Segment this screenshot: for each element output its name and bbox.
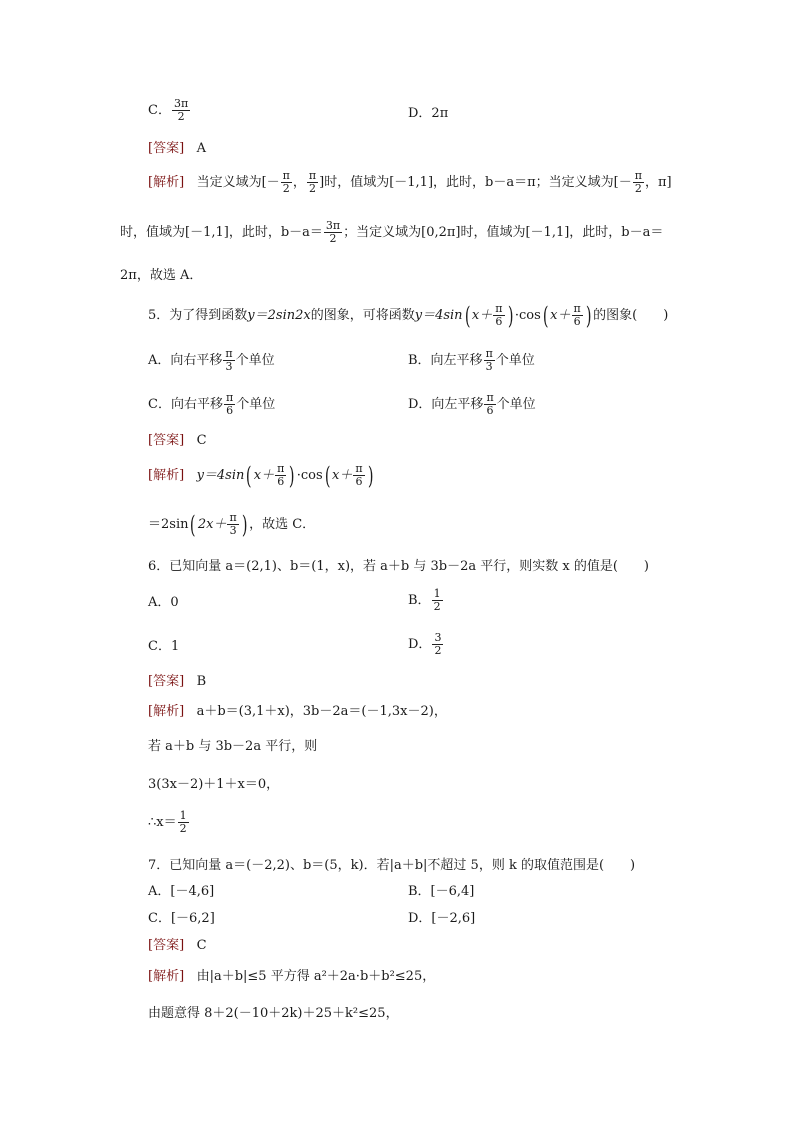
q6-option-b: B． $\frac{1}{2}$ [408,587,441,613]
q5-analysis-line-1: [解析] y＝4sin( x＋ $\frac{\pi}{6}$ ) ·cos( x＋ $\frac{\pi}{6}$ ) [148,461,374,490]
q6-answer: [答案] B [148,674,207,689]
q5-option-d: D．向左平移 $\frac{\pi}{6}$ 个单位 [408,391,536,417]
q6-analysis-line-4: ∴x＝ $\frac{1}{2}$ [148,809,187,835]
q6-option-d: D． $\frac{3}{2}$ [408,631,442,657]
q7-option-a: A．[－4,6] [148,884,215,899]
q6-analysis-line-3: 3(3x－2)＋1＋x＝0， [148,777,280,792]
q7-option-c: C．[－6,2] [148,911,215,926]
q5-answer: [答案] C [148,433,207,448]
q5-stem: 5．为了得到函数y＝2sin2x的图象，可将函数y＝4sin( x＋ $\frac{\pi}{6}$ ) ·cos( x＋ $\frac{\pi}{6}$ ) 的图象( ) [148,301,669,330]
q6-option-c: C．1 [148,639,180,654]
q6-analysis-line-1: [解析] a＋b＝(3,1＋x)，3b－2a＝(－1,3x－2)， [148,704,447,719]
q6-stem: 6．已知向量 a＝(2,1)、b＝(1，x)，若 a＋b 与 3b－2a 平行，则实数 x 的值是( ) [148,559,649,574]
q5-option-a: A．向右平移 $\frac{\pi}{3}$ 个单位 [148,347,275,373]
q6-analysis-line-2: 若 a＋b 与 3b－2a 平行，则 [148,739,318,754]
q6-option-a: A．0 [148,595,179,610]
q7-analysis-line-2: 由题意得 8＋2(－10＋2k)＋25＋k²≤25， [148,1006,399,1021]
q7-answer: [答案] C [148,938,207,953]
q4-answer: [答案] A [148,141,206,156]
q4-analysis-line-2: 时，值域为[－1,1]，此时，b－a＝ $\frac{3\pi}{2}$ ；当定义域为[0,2π]时，值域为[－1,1]，此时，b－a＝ [120,219,664,245]
q7-option-b: B．[－6,4] [408,884,475,899]
q4-option-c: C． $\frac{3\pi}{2}$ [148,97,189,123]
q4-analysis-line-3: 2π，故选 A． [120,268,203,283]
q4-option-d: D．2π [408,106,449,121]
q4-analysis-line-1: [解析] 当定义域为[－ $\frac{\pi}{2}$ ， $\frac{\pi}{2}$ ]时，值域为[－1,1]，此时，b－a＝π；当定义域为[－ $\frac{\pi}{2}$ ，π] [148,169,672,195]
q5-option-b: B．向左平移 $\frac{\pi}{3}$ 个单位 [408,347,535,373]
q5-option-c: C．向右平移 $\frac{\pi}{6}$ 个单位 [148,391,276,417]
q5-analysis-line-2: ＝2sin( 2x＋ $\frac{\pi}{3}$ ) ，故选 C． [148,510,316,539]
q7-option-d: D．[－2,6] [408,911,476,926]
q7-analysis-line-1: [解析] 由|a＋b|≤5 平方得 a²＋2a·b＋b²≤25， [148,969,436,984]
q7-stem: 7．已知向量 a＝(－2,2)、b＝(5，k)．若|a＋b|不超过 5，则 k 的取值范围是( ) [148,858,636,873]
fraction: $\frac{3\pi}{2}$ [173,97,189,123]
